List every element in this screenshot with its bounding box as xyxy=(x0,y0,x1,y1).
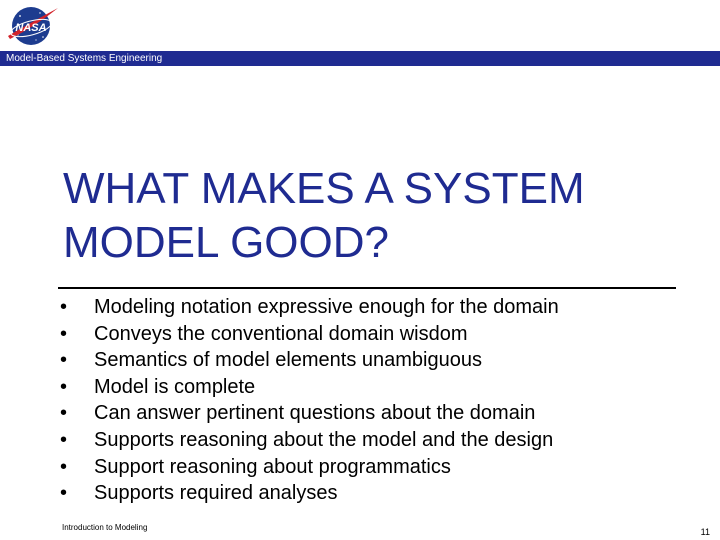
bullet-icon: • xyxy=(60,482,68,505)
list-item xyxy=(58,427,559,454)
list-item xyxy=(58,374,559,401)
footer-course-title: Introduction to Modeling xyxy=(62,523,148,532)
bullet-list xyxy=(58,294,559,507)
nasa-logo-text: NASA xyxy=(15,22,47,34)
list-item xyxy=(58,454,559,481)
bullet-text: Conveys the conventional domain wisdom xyxy=(94,322,468,345)
list-item xyxy=(58,480,559,507)
banner-title: Model-Based Systems Engineering xyxy=(6,53,163,64)
page-number: 11 xyxy=(700,527,710,537)
bullet-icon: • xyxy=(60,428,68,451)
slide-title-line-2: MODEL GOOD? xyxy=(63,218,389,267)
list-item xyxy=(58,294,559,321)
bullet-text: Model is complete xyxy=(94,375,256,398)
list-item xyxy=(58,400,559,427)
nasa-logo xyxy=(6,4,60,48)
bullet-text: Modeling notation expressive enough for the domain xyxy=(94,296,559,318)
bullet-icon: • xyxy=(60,296,68,318)
bullet-icon: • xyxy=(60,402,68,425)
bullet-text: Semantics of model elements unambiguous xyxy=(94,349,482,372)
title-divider xyxy=(58,287,676,289)
bullet-text: Support reasoning about programmatics xyxy=(94,455,451,478)
bullet-icon: • xyxy=(60,375,68,398)
list-item xyxy=(58,321,559,348)
bullet-icon: • xyxy=(60,322,68,345)
bullet-text: Supports reasoning about the model and the design xyxy=(94,428,554,451)
bullet-text: Supports required analyses xyxy=(94,482,338,505)
bullet-text: Can answer pertinent questions about the domain xyxy=(94,402,536,425)
list-item xyxy=(58,347,559,374)
header-banner xyxy=(0,51,720,66)
bullet-icon: • xyxy=(60,349,68,372)
slide-title xyxy=(63,162,683,270)
slide-title-line-1: WHAT MAKES A SYSTEM xyxy=(63,164,585,213)
bullet-icon: • xyxy=(60,455,68,478)
